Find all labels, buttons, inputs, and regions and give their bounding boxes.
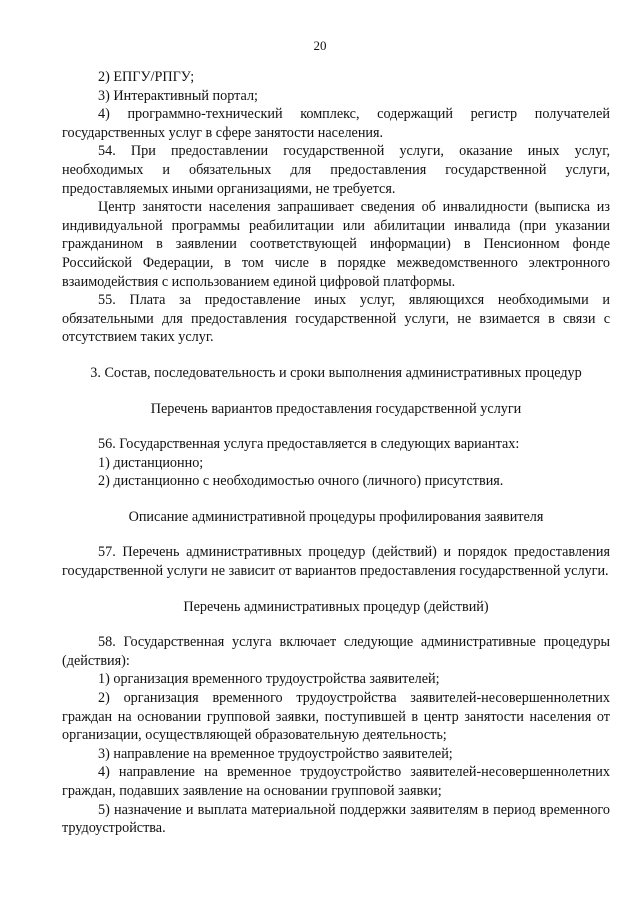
paragraph-58: 58. Государственная услуга включает следующие административные процедуры (действия): — [62, 634, 610, 669]
paragraph-58-item-5: 5) назначение и выплата материальной поддержки заявителям в период временного трудоустройства. — [62, 801, 610, 837]
list-item-4: 4) программно-технический комплекс, содержащий регистр получателей государственных услуг в сфере занятости населения. — [62, 106, 610, 141]
paragraph-58-item-2: 2) организация временного трудоустройства заявителей-несовершеннолетних граждан на основании групповой заявки, поступившей в центр занятости населения от организации, осуществляющей образовательную деятельность; — [62, 690, 610, 744]
paragraph-58-item-3: 3) направление на временное трудоустройство заявителей; — [98, 745, 453, 762]
section-3-title: 3. Состав, последовательность и сроки выполнения административных процедур — [90, 364, 582, 381]
list-item-2: 2) ЕПГУ/РПГУ; — [98, 69, 195, 85]
page-number: 20 — [313, 38, 327, 53]
list-item-3: 3) Интерактивный портал; — [98, 87, 258, 104]
subheading-variants: Перечень вариантов предоставления государственной услуги — [150, 400, 522, 417]
paragraph-55: 55. Плата за предоставление иных услуг, являющихся необходимыми и обязательными для предоставления государственной услуги, не взимается в связи с отсутствием таких услуг. — [62, 292, 610, 346]
page-content — [62, 68, 610, 838]
paragraph-54: 54. При предоставлении государственной услуги, оказание иных услуг, необходимых и обязательных для предоставления государственной услуги, предоставляемых иными организациями, не требуется. — [62, 143, 610, 197]
paragraph-56-item-1: 1) дистанционно; — [98, 454, 204, 471]
paragraph-57: 57. Перечень административных процедур (действий) и порядок предоставления государственной услуги не зависит от вариантов предоставления государственной услуги. — [62, 544, 610, 580]
paragraph-56: 56. Государственная услуга предоставляется в следующих вариантах: — [98, 436, 520, 453]
subheading-profiling: Описание административной процедуры профилирования заявителя — [128, 508, 544, 525]
paragraph-58-item-4: 4) направление на временное трудоустройство заявителей-несовершеннолетних граждан, подавших заявление на основании групповой заявки; — [62, 764, 610, 799]
paragraph-56-item-2: 2) дистанционно с необходимостью очного (личного) присутствия. — [98, 473, 504, 490]
subheading-procedures: Перечень административных процедур (действий) — [183, 598, 489, 615]
paragraph-employment-center: Центр занятости населения запрашивает сведения об инвалидности (выписка из индивидуальной программы реабилитации или абилитации инвалида (при указании гражданином в заявлении соответствующей информации) в Пенсионном фонде Российской Федерации, в том числе в порядке межведомственного электронного взаимодействия с использованием единой цифровой платформы. — [62, 199, 610, 290]
paragraph-58-item-1: 1) организация временного трудоустройства заявителей; — [98, 671, 440, 688]
